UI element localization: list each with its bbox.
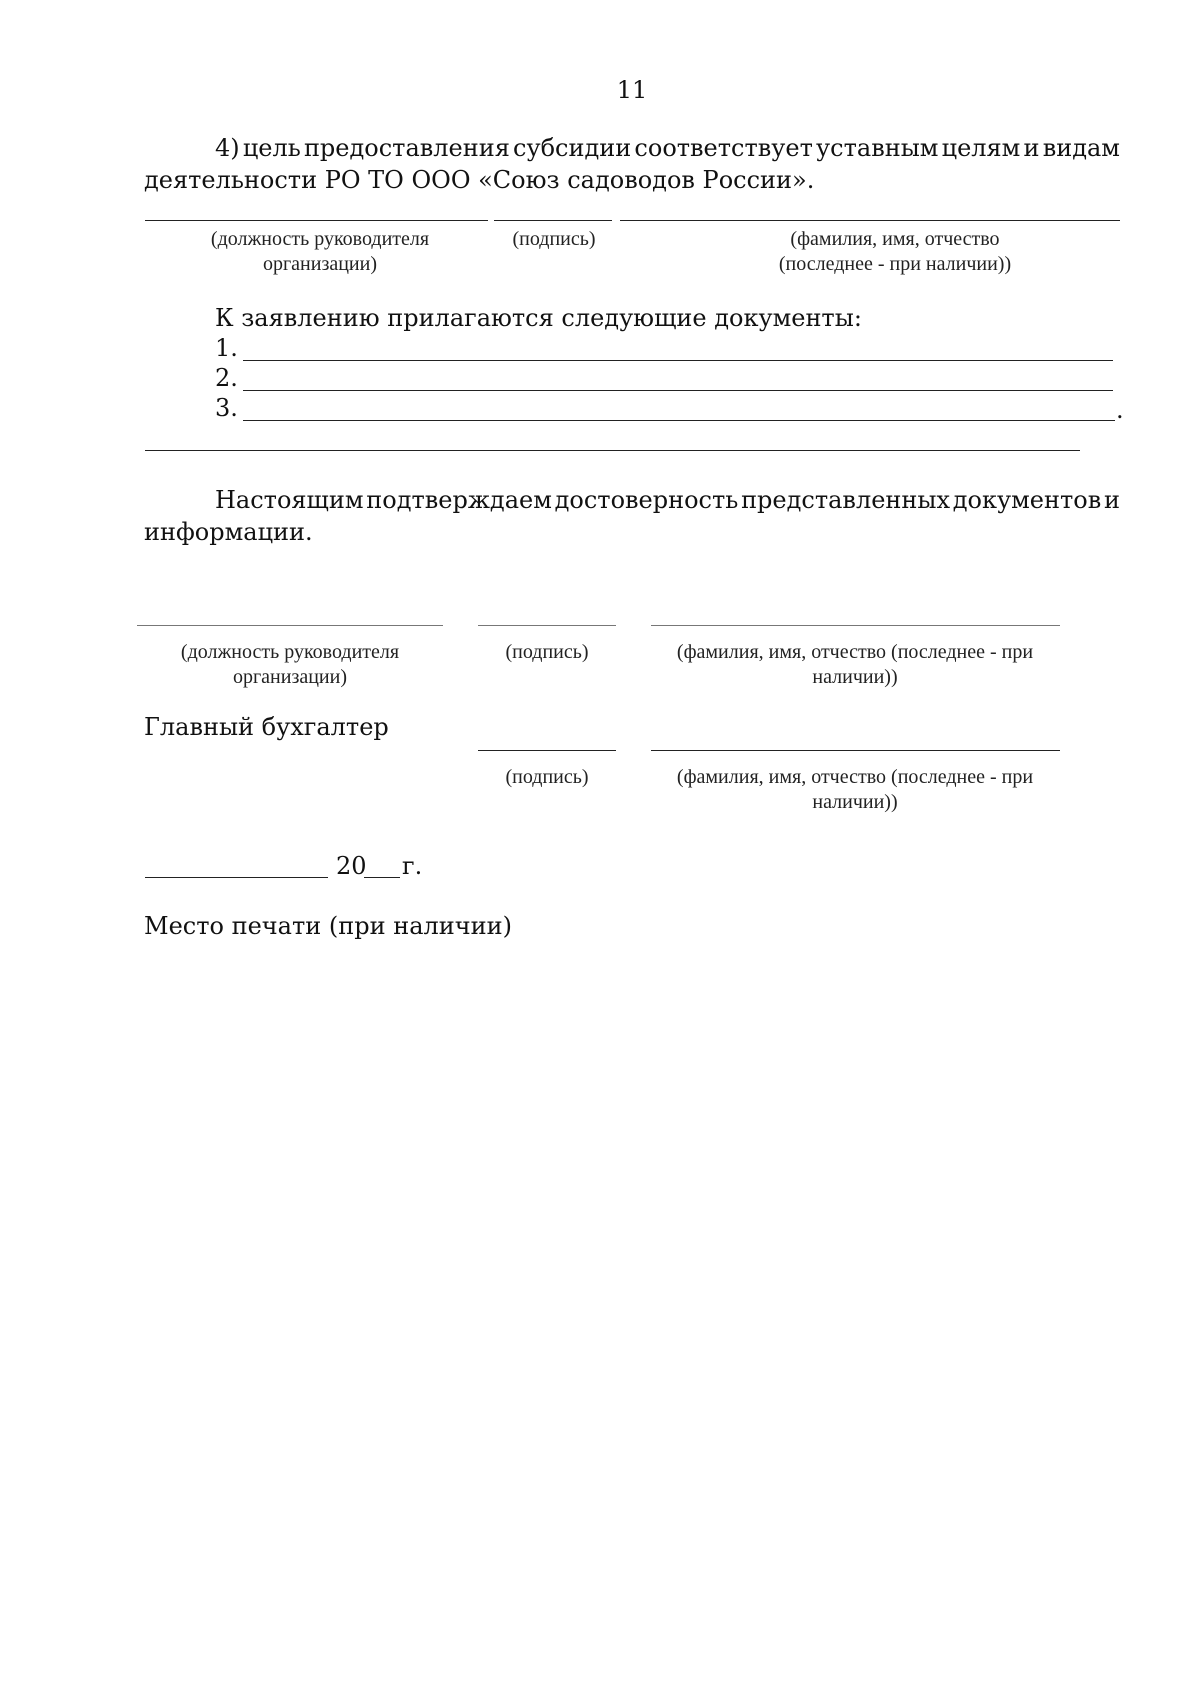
confirmation-word: Настоящим	[215, 486, 364, 514]
chief-accountant-label: Главный бухгалтер	[144, 713, 389, 741]
attachment-number: 1.	[215, 334, 238, 362]
signature-caption-2: (подпись)	[505, 641, 589, 663]
signature-line[interactable]	[494, 220, 612, 221]
clause-word: предоставления	[303, 134, 510, 162]
name-caption-2: (фамилия, имя, отчество (последнее - при наличии))	[676, 641, 1034, 688]
confirmation-word: и	[1103, 486, 1120, 514]
attachment-1-line[interactable]	[243, 360, 1113, 361]
attachment-end-mark: .	[1116, 396, 1124, 424]
attachment-2-line[interactable]	[243, 390, 1113, 391]
signature-caption: (подпись)	[512, 228, 596, 250]
page-number: 11	[616, 76, 648, 104]
date-year-line[interactable]	[364, 877, 400, 878]
confirmation-line-2: информации.	[144, 518, 313, 546]
confirmation-word: подтверждаем	[366, 486, 552, 514]
date-year-suffix: г.	[402, 852, 423, 880]
clause-word: 4)	[215, 134, 240, 162]
attachments-intro: К заявлению прилагаются следующие документы:	[215, 304, 862, 332]
attachment-number: 2.	[215, 364, 238, 392]
attachments-extra-line[interactable]	[145, 450, 1080, 451]
date-year-prefix: 20	[336, 852, 367, 880]
clause-word: цель	[242, 134, 301, 162]
accountant-signature-caption: (подпись)	[505, 766, 589, 788]
stamp-place-label: Место печати (при наличии)	[144, 912, 512, 940]
confirmation-line-1	[215, 486, 1120, 514]
confirmation-word: представленных	[741, 486, 951, 514]
name-signature-line[interactable]	[620, 220, 1120, 221]
attachment-3-line[interactable]	[243, 420, 1115, 421]
name-caption: (фамилия, имя, отчество (последнее - при наличии))	[778, 228, 1012, 275]
accountant-name-caption: (фамилия, имя, отчество (последнее - при наличии))	[676, 766, 1034, 813]
accountant-signature-line[interactable]	[478, 750, 616, 751]
clause-word: соответствует	[634, 134, 813, 162]
signature-line-2[interactable]	[478, 625, 616, 626]
clause-word: целям	[941, 134, 1021, 162]
position-signature-line[interactable]	[145, 220, 488, 221]
accountant-name-line[interactable]	[651, 750, 1060, 751]
position-signature-line-2[interactable]	[137, 625, 443, 626]
confirmation-word: документов	[952, 486, 1102, 514]
clause-word: субсидии	[513, 134, 632, 162]
confirmation-word: достоверность	[554, 486, 739, 514]
clause-4-line-1	[215, 134, 1120, 162]
attachment-number: 3.	[215, 394, 238, 422]
clause-word: видам	[1042, 134, 1120, 162]
clause-word: уставным	[816, 134, 939, 162]
clause-word: и	[1023, 134, 1040, 162]
position-caption-2: (должность руководителя организации)	[180, 641, 400, 688]
date-day-month-line[interactable]	[145, 877, 328, 878]
clause-4-line-2: деятельности РО ТО ООО «Союз садоводов России».	[144, 166, 815, 194]
position-caption: (должность руководителя организации)	[210, 228, 430, 275]
name-signature-line-2[interactable]	[651, 625, 1060, 626]
